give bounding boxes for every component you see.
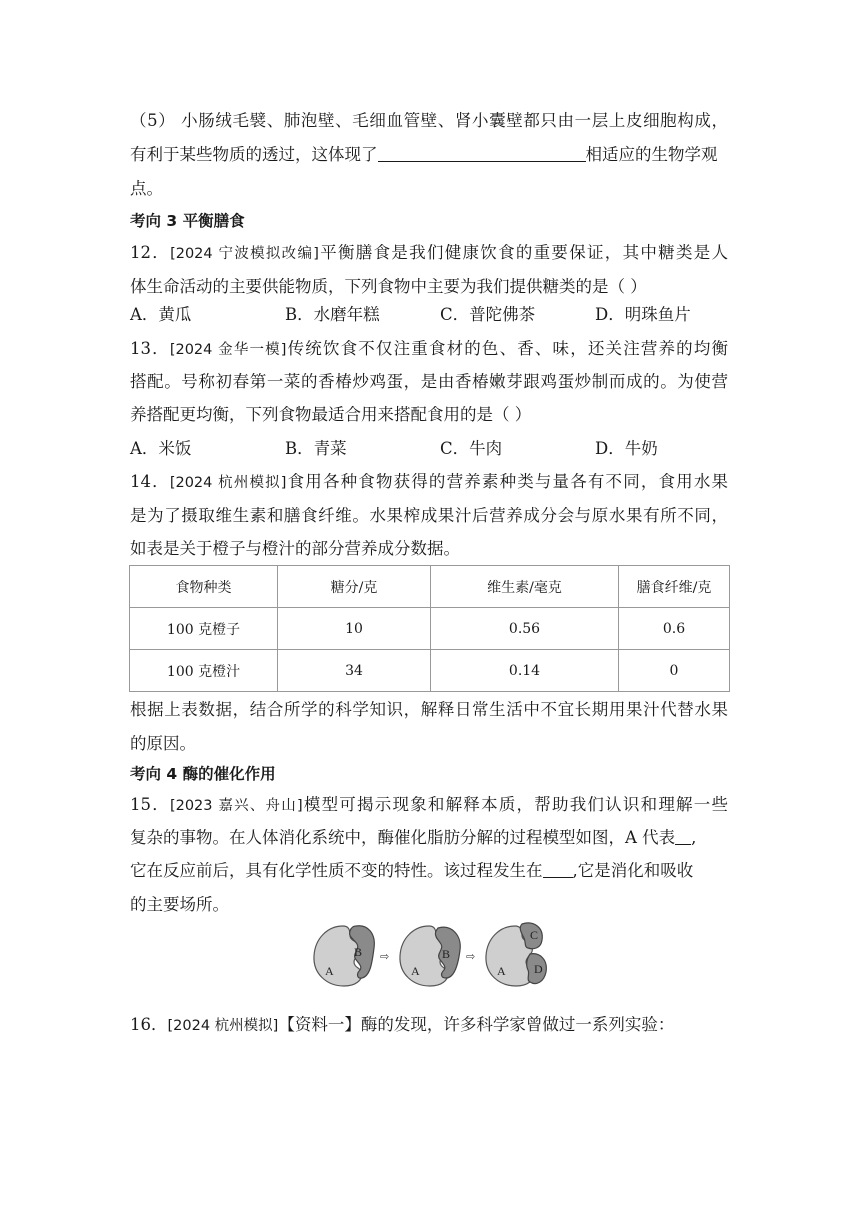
q13-line-3: 养搭配更均衡，下列食物最适合用来搭配食用的是（ ） <box>130 405 532 424</box>
option-c[interactable]: C．牛肉 <box>440 439 503 458</box>
q15-line-2: 复杂的事物。在人体消化系统中，酶催化脂肪分解的过程模型如图，A 代表 , <box>130 828 697 847</box>
q14-after-line-2: 的原因。 <box>130 734 196 753</box>
table-cell: 100 克橙汁 <box>130 650 278 692</box>
q12-options <box>130 302 730 328</box>
question-source-tag: [2024 宁波模拟改编] <box>170 246 319 262</box>
table-header-cell: 维生素/毫克 <box>431 566 619 608</box>
q16-line-1: 16．[2024 杭州模拟]【资料一】酶的发现，许多科学家曾做过一系列实验： <box>130 1015 675 1034</box>
q14-line-2: 是为了摄取维生素和膳食纤维。水果榨成果汁后营养成分会与原水果有所不同， <box>130 506 728 525</box>
option-b[interactable]: B．水磨年糕 <box>285 305 380 324</box>
table-row <box>130 608 730 650</box>
answer-blank[interactable] <box>675 827 691 845</box>
q11-line-1: （5） 小肠绒毛襞、肺泡壁、毛细血管壁、肾小囊壁都只由一层上皮细胞构成， <box>130 111 728 130</box>
option-a[interactable]: A．黄瓜 <box>130 305 192 324</box>
option-a[interactable]: A．米饭 <box>130 439 192 458</box>
arrow-right-icon: ⇨ <box>380 950 390 963</box>
table-cell: 0.6 <box>619 608 730 650</box>
enzyme-stage-3 <box>486 923 546 986</box>
enzyme-stage-2 <box>400 926 460 986</box>
question-source-tag: [2024 金华一模] <box>169 342 287 358</box>
option-b[interactable]: B．青菜 <box>285 439 347 458</box>
q13-options <box>130 436 730 462</box>
q14-line-3: 如表是关于橙子与橙汁的部分营养成分数据。 <box>130 539 460 558</box>
enzyme-model-figure <box>310 920 550 992</box>
table-cell: 34 <box>278 650 431 692</box>
option-d[interactable]: D．明珠鱼片 <box>595 305 691 324</box>
q11-line-3: 点。 <box>130 179 163 198</box>
table-header-cell: 食物种类 <box>130 566 278 608</box>
table-cell: 0.56 <box>431 608 619 650</box>
option-c[interactable]: C．普陀佛茶 <box>440 305 536 324</box>
label-b: B <box>442 947 451 961</box>
label-a: A <box>325 964 334 978</box>
q15-line-3: 它在反应前后，具有化学性质不变的特性。该过程发生在 ,它是消化和吸收 <box>130 861 694 880</box>
table-cell: 10 <box>278 608 431 650</box>
table-header-cell: 膳食纤维/克 <box>619 566 730 608</box>
q15-line-1: 15．[2023 嘉兴、舟山]模型可揭示现象和解释本质，帮助我们认识和理解一些 <box>130 795 729 814</box>
arrow-right-icon: ⇨ <box>466 950 476 963</box>
label-d: D <box>534 962 543 976</box>
section-heading-3: 考向 3 平衡膳食 <box>130 212 245 230</box>
q11-line-2: 有利于某些物质的透过，这体现了 相适应的生物学观 <box>130 145 718 164</box>
q12-line-2: 体生命活动的主要供能物质，下列食物中主要为我们提供糖类的是（ ） <box>130 277 647 296</box>
q14-line-1: 14．[2024 杭州模拟]食用各种食物获得的营养素种类与量各有不同，食用水果 <box>130 472 729 491</box>
q12-line-1: 12．[2024 宁波模拟改编]平衡膳食是我们健康饮食的重要保证，其中糖类是人 <box>130 243 729 262</box>
table-cell: 0.14 <box>431 650 619 692</box>
question-source-tag: [2024 杭州模拟] <box>169 475 287 491</box>
table-row <box>130 650 730 692</box>
q15-line-4: 的主要场所。 <box>130 895 229 914</box>
q13-line-2: 搭配。号称初春第一菜的香椿炒鸡蛋，是由香椿嫩芽跟鸡蛋炒制而成的。为使营 <box>130 372 728 391</box>
answer-blank[interactable] <box>543 860 573 878</box>
question-source-tag: [2024 杭州模拟] <box>167 1018 279 1034</box>
label-b: B <box>354 945 363 959</box>
enzyme-stage-1 <box>314 926 374 986</box>
nutrition-table <box>129 565 730 692</box>
table-header-row <box>130 566 730 608</box>
table-cell: 100 克橙子 <box>130 608 278 650</box>
answer-blank[interactable] <box>378 144 586 162</box>
label-a: A <box>411 964 420 978</box>
option-d[interactable]: D．牛奶 <box>595 439 658 458</box>
table-header-cell: 糖分/克 <box>278 566 431 608</box>
table-cell: 0 <box>619 650 730 692</box>
section-heading-4: 考向 4 酶的催化作用 <box>130 765 276 783</box>
label-a: A <box>497 964 506 978</box>
q14-after-line-1: 根据上表数据，结合所学的科学知识，解释日常生活中不宜长期用果汁代替水果 <box>130 700 728 719</box>
label-c: C <box>530 928 539 942</box>
q13-line-1: 13．[2024 金华一模]传统饮食不仅注重食材的色、香、味，还关注营养的均衡 <box>130 339 729 358</box>
question-source-tag: [2023 嘉兴、舟山] <box>169 798 303 814</box>
